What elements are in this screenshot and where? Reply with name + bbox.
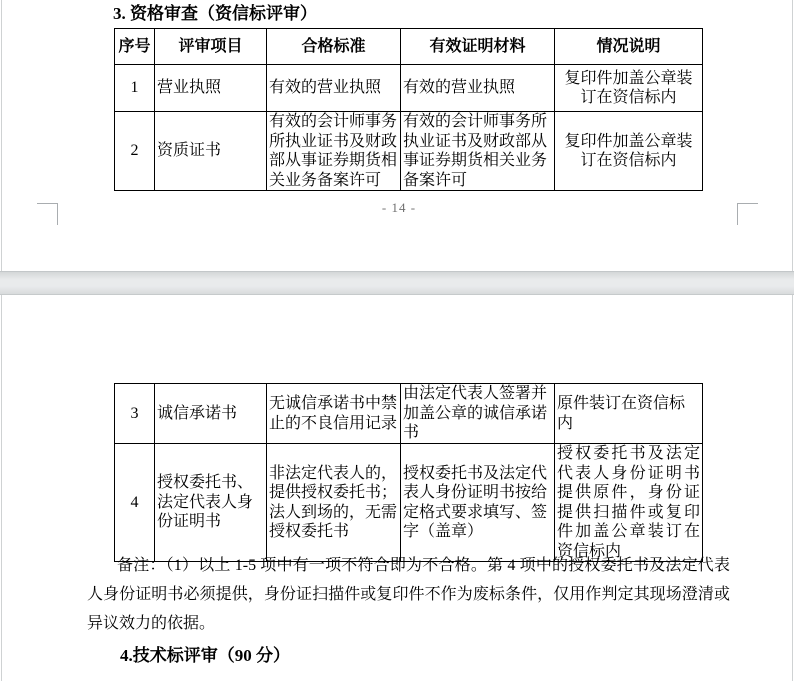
header-cell-material: 有效证明材料	[401, 29, 555, 65]
table-cell: 营业执照	[155, 65, 267, 112]
canvas-right-edge	[792, 0, 793, 681]
table-cell: 非法定代表人的，提供授权委托书；法人到场的，无需授权委托书	[267, 444, 401, 562]
table-cell: 授权委托书、法定代表人身份证明书	[155, 444, 267, 562]
table-cell: 资质证书	[155, 112, 267, 191]
table-cell: 无诚信承诺书中禁止的不良信用记录	[267, 384, 401, 444]
table-cell: 2	[115, 112, 155, 191]
table-header-row	[115, 29, 703, 65]
table-cell: 1	[115, 65, 155, 112]
table-row	[115, 112, 703, 191]
table-cell: 4	[115, 444, 155, 562]
header-cell-item: 评审项目	[155, 29, 267, 65]
page-number: - 14 -	[381, 200, 417, 215]
table-row	[115, 444, 703, 562]
document-page-1[interactable]	[2, 0, 792, 271]
table-cell: 复印件加盖公章装订在资信标内	[555, 65, 703, 112]
header-cell-index: 序号	[115, 29, 155, 65]
qualification-review-table-part2	[114, 383, 703, 562]
section-heading-4: 4.技术标评审（90 分）	[120, 646, 290, 665]
table-cell: 由法定代表人签署并加盖公章的诚信承诺书	[401, 384, 555, 444]
section-heading-3: 3. 资格审查（资信标评审）	[113, 4, 317, 23]
qualification-review-table-part1	[114, 28, 703, 191]
document-page-2[interactable]	[2, 295, 792, 681]
table-cell: 3	[115, 384, 155, 444]
table-row	[115, 65, 703, 112]
table-cell: 复印件加盖公章装订在资信标内	[555, 112, 703, 191]
table-cell: 原件装订在资信标内	[555, 384, 703, 444]
table-cell: 授权委托书及法定代表人身份证明书按给定格式要求填写、签字（盖章）	[401, 444, 555, 562]
table-cell: 诚信承诺书	[155, 384, 267, 444]
margin-crop-mark	[37, 203, 58, 225]
margin-crop-mark	[737, 203, 758, 225]
page-gap	[0, 271, 794, 295]
table-cell: 有效的营业执照	[267, 65, 401, 112]
header-cell-standard: 合格标准	[267, 29, 401, 65]
table-row	[115, 384, 703, 444]
table-cell: 有效的会计师事务所执业证书及财政部从事证券期货相关业务备案许可	[267, 112, 401, 191]
table-cell: 授权委托书及法定代表人身份证明书提供原件，身份证提供扫描件或复印件加盖公章装订在资信标内	[555, 444, 703, 562]
header-cell-remark: 情况说明	[555, 29, 703, 65]
note-paragraph: 备注：（1）以上 1-5 项中有一项不符合即为不合格。第 4 项中的授权委托书及法定代表人身份证明书必须提供，身份证扫描件或复印件不作为废标条件，仅用作判定其现场澄清或异议效力的依据。	[87, 557, 730, 632]
table-cell: 有效的会计师事务所执业证书及财政部从事证券期货相关业务备案许可	[401, 112, 555, 191]
table-cell: 有效的营业执照	[401, 65, 555, 112]
